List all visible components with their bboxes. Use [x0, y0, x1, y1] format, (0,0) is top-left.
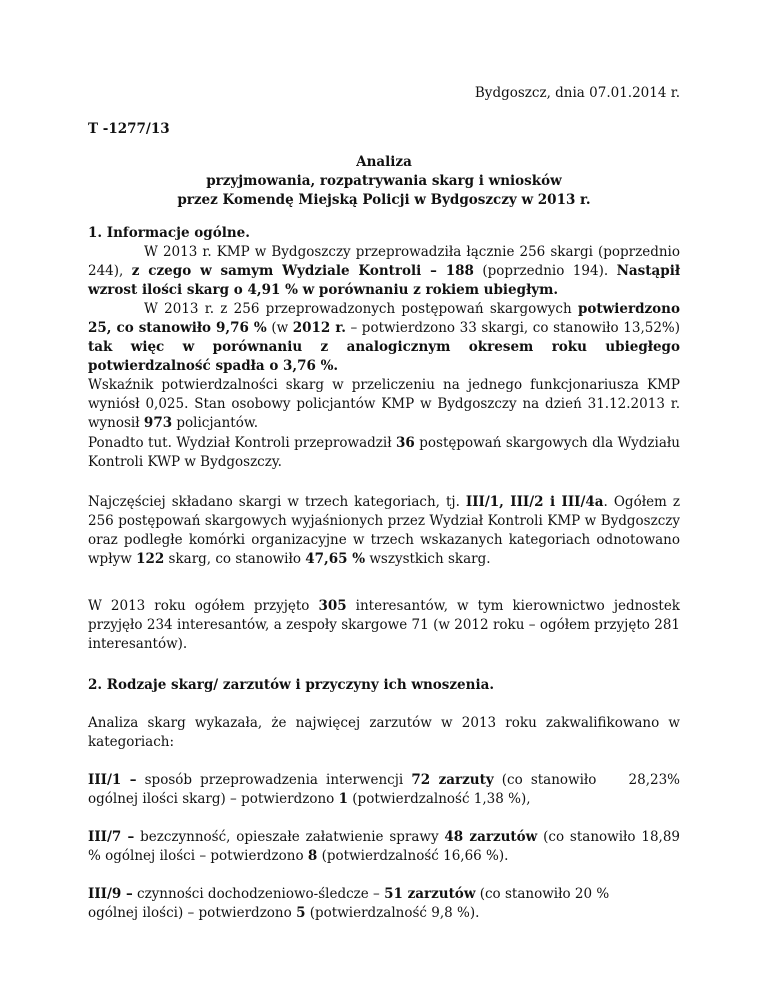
paragraph-categories: Najczęściej składano skargi w trzech kategoriach, tj. III/1, III/2 i III/4a. Ogółem z 256 postępowań skargowych wyjaśnionych przez Wydział Kontroli KMP w Bydgoszczy oraz podległe komórki organizacyjne w trzech wskazanych kategoriach odnotowano wpływ 122 skarg, co stanowiło 47,65 % wszystkich skarg.	[88, 494, 680, 567]
paragraph-visitors: W 2013 roku ogółem przyjęto 305 interesantów, w tym kierownictwo jednostek przyjęło 234 interesantów, a zespoły skargowe 71 (w 2012 roku – ogółem przyjęto 281 interesantów).	[88, 598, 680, 652]
section-1-heading: 1. Informacje ogólne.	[88, 225, 250, 241]
section-1	[88, 224, 680, 376]
reference-number: T -1277/13	[88, 121, 170, 137]
title-line-3: przez Komendę Miejską Policji w Bydgoszczy w 2013 r.	[177, 192, 591, 208]
paragraph-analysis: Analiza skarg wykazała, że najwięcej zarzutów w 2013 roku zakwalifikowano w kategoriach:	[88, 715, 680, 750]
document-title	[88, 153, 680, 210]
title-line-1: Analiza	[356, 154, 412, 170]
category-iii-7: III/7 – bezczynność, opieszałe załatwienie sprawy 48 zarzutów (co stanowiło 18,89 % ogólnej ilości – potwierdzono 8 (potwierdzalność 16,66 %).	[88, 829, 680, 864]
title-line-2: przyjmowania, rozpatrywania skarg i wniosków	[206, 173, 562, 189]
document-date: Bydgoszcz, dnia 07.01.2014 r.	[474, 85, 680, 101]
paragraph-confirmed: W 2013 r. z 256 przeprowadzonych postępowań skargowych potwierdzono 25, co stanowiło 9,76 % (w 2012 r. – potwierdzono 33 skargi, co stanowiło 13,52%) tak więc w porównaniu z analogicznym okresem roku ubiegłego potwierdzalność spadła o 3,76 %.	[88, 301, 681, 374]
paragraph-ratio: Wskaźnik potwierdzalności skarg w przeliczeniu na jednego funkcjonariusza KMP wyniósł 0,025. Stan osobowy policjantów KMP w Bydgoszczy na dzień 31.12.2013 r. wynosił 973 policjantów.	[88, 377, 680, 431]
section-2-heading: 2. Rodzaje skarg/ zarzutów i przyczyny ich wnoszenia.	[88, 677, 495, 693]
category-iii-1: III/1 – sposób przeprowadzenia interwencji 72 zarzuty (co stanowiło 28,23% ogólnej ilości skarg) – potwierdzono 1 (potwierdzalność 1,38 %),	[88, 772, 681, 807]
paragraph-complaints-total: W 2013 r. KMP w Bydgoszczy przeprowadziła łącznie 256 skargi (poprzednio 244), z czego w samym Wydziale Kontroli – 188 (poprzednio 194). Nastąpił wzrost ilości skarg o 4,91 % w porównaniu z rokiem ubiegłym.	[88, 244, 681, 298]
paragraph-kwp: Ponadto tut. Wydział Kontroli przeprowadził 36 postępowań skargowych dla Wydziału Kontroli KWP w Bydgoszczy.	[88, 435, 680, 470]
category-iii-9: III/9 – czynności dochodzeniowo-śledcze – 51 zarzutów (co stanowiło 20 % ogólnej ilości) – potwierdzono 5 (potwierdzalność 9,8 %).	[88, 886, 610, 921]
